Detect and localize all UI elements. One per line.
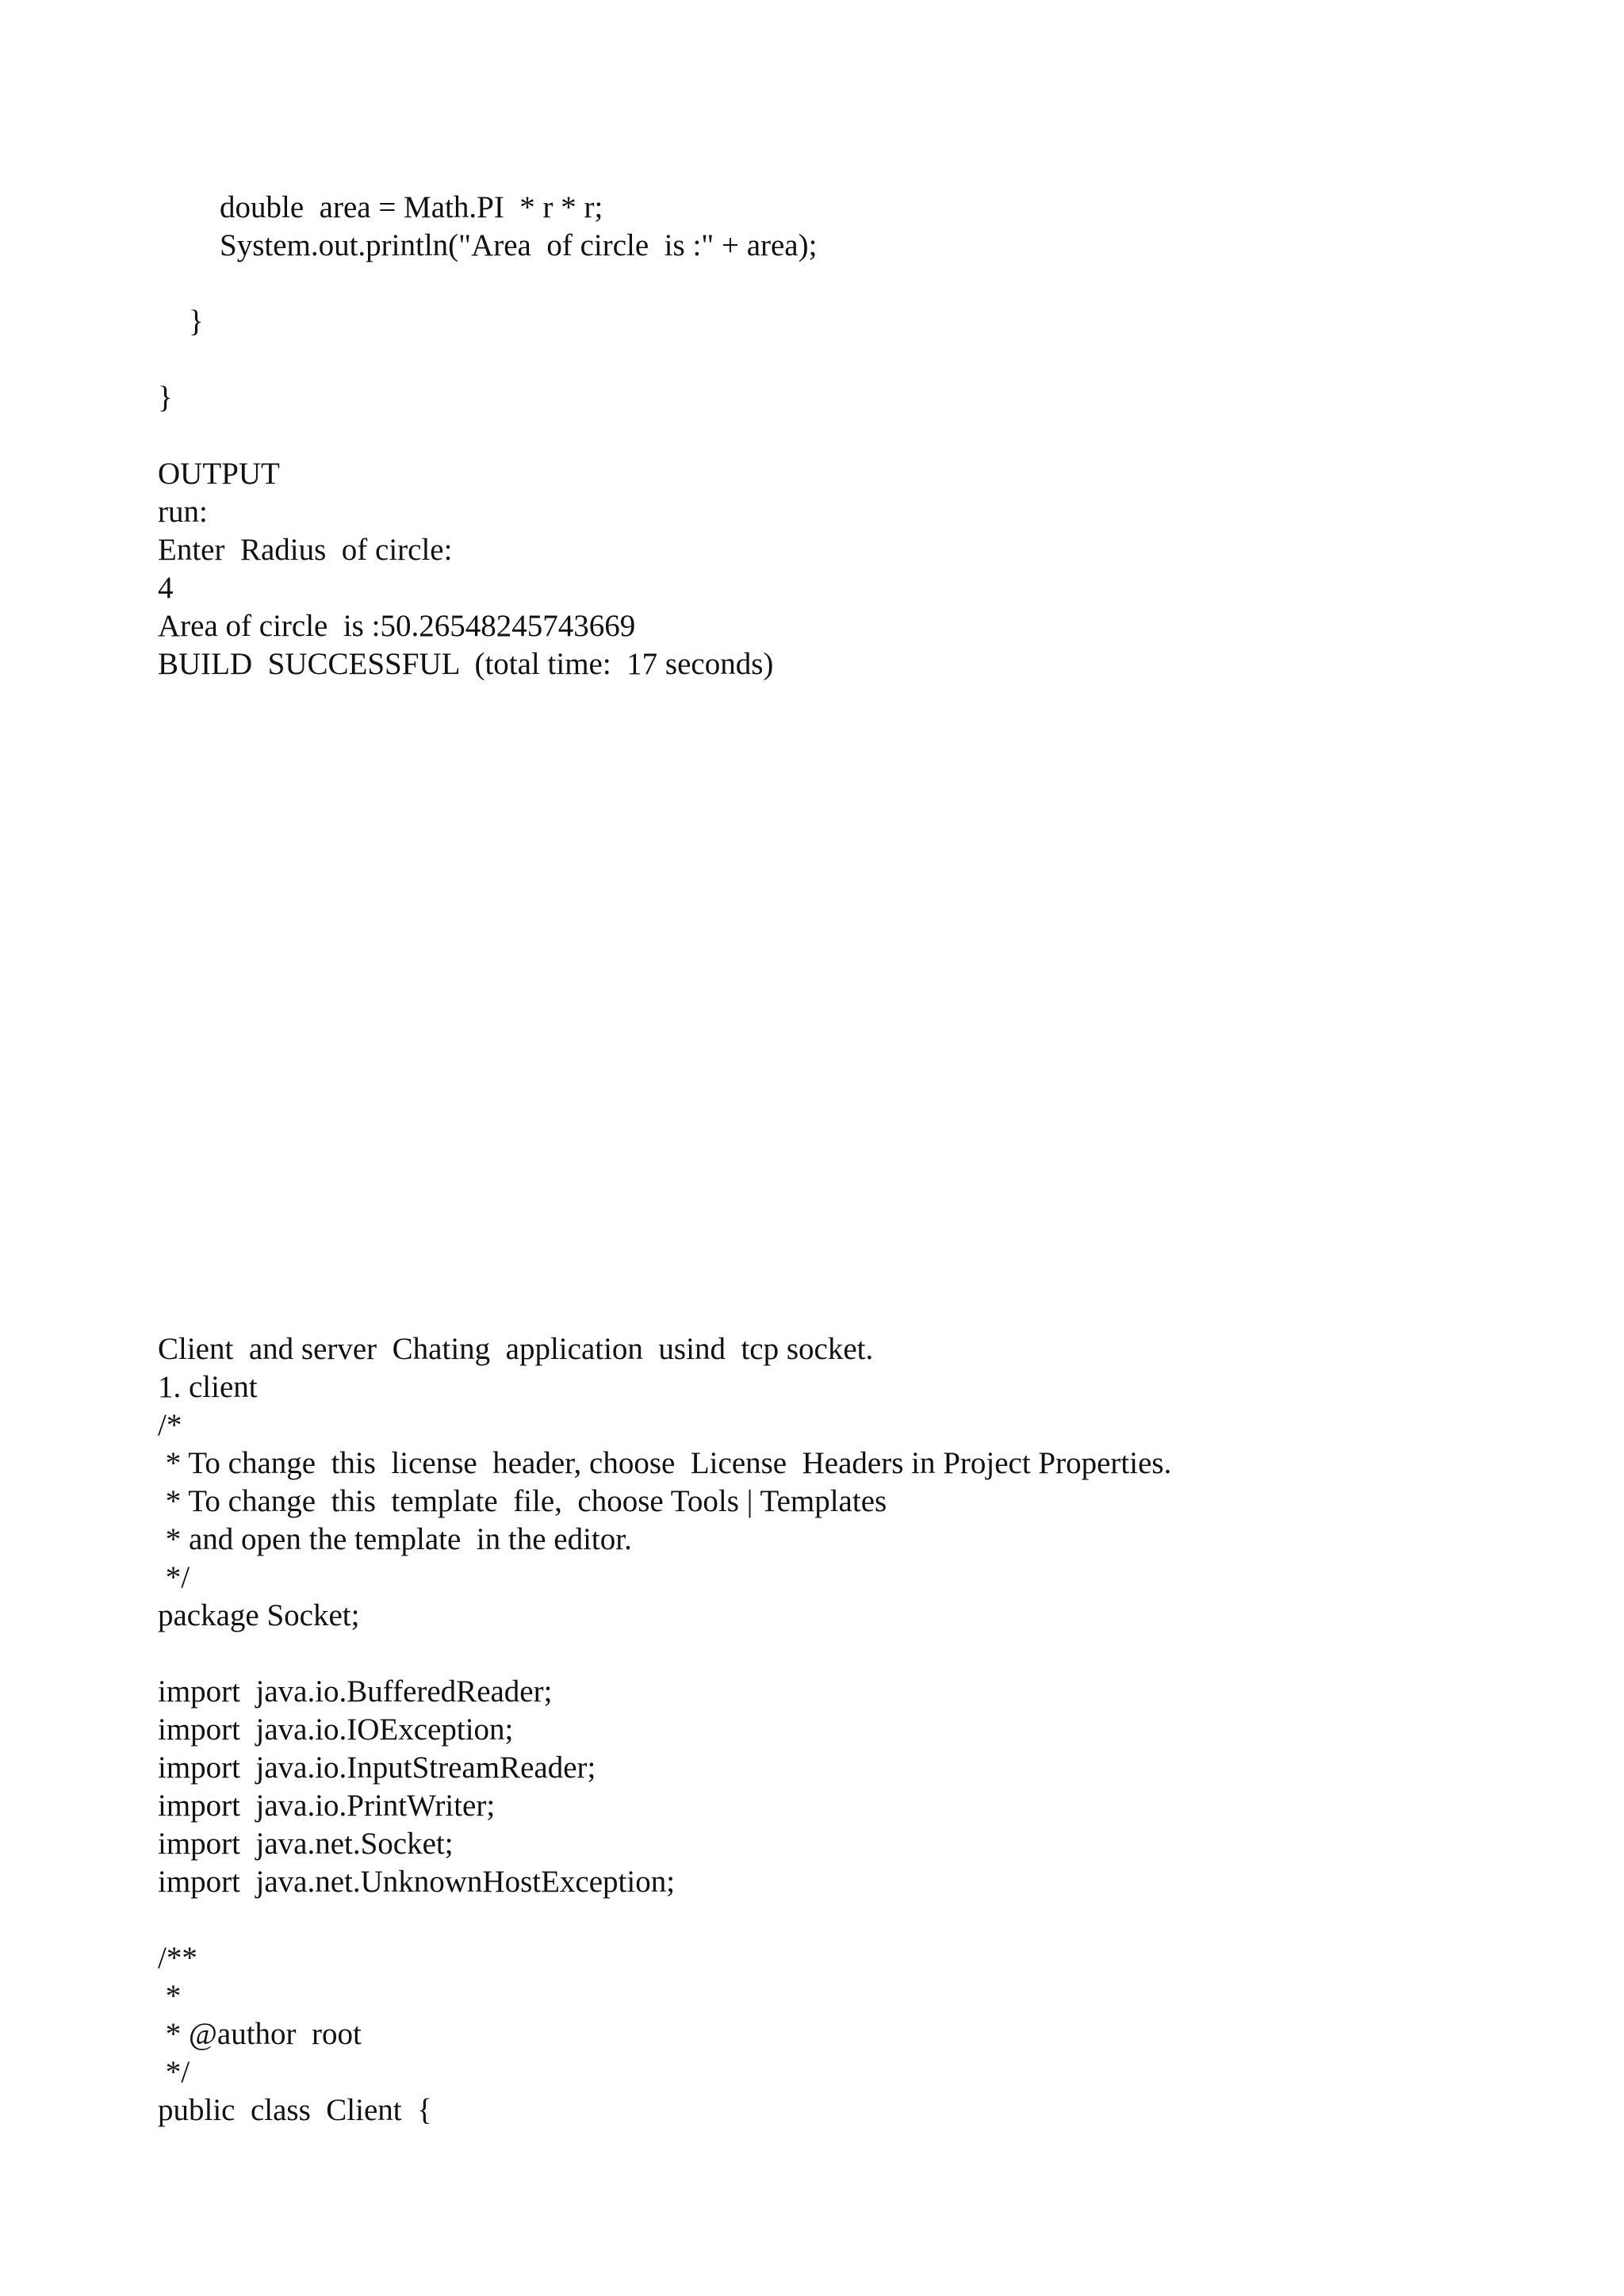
code-line: package Socket; xyxy=(158,1598,360,1632)
section-subtitle: 1. client xyxy=(158,1370,258,1404)
code-line: } xyxy=(158,304,204,339)
code-line: */ xyxy=(158,1560,190,1594)
code-line: System.out.println("Area of circle is :" + area); xyxy=(158,228,818,262)
code-line: * @author root xyxy=(158,2017,362,2051)
code-line: /* xyxy=(158,1408,182,1442)
code-line: } xyxy=(158,381,173,415)
section-title: Client and server Chating application usind tcp socket. xyxy=(158,1332,874,1366)
output-line: Area of circle is :50.26548245743669 xyxy=(158,609,636,643)
code-line: * and open the template in the editor. xyxy=(158,1522,632,1556)
code-and-output-block xyxy=(158,189,817,683)
code-line: import java.net.UnknownHostException; xyxy=(158,1865,676,1899)
output-line: Enter Radius of circle: xyxy=(158,533,453,567)
client-code-block xyxy=(158,1330,1171,2130)
code-line: import java.io.BufferedReader; xyxy=(158,1674,553,1709)
code-line: import java.io.IOException; xyxy=(158,1712,514,1747)
code-line: public class Client { xyxy=(158,2093,432,2127)
output-line: 4 xyxy=(158,571,174,605)
output-line: BUILD SUCCESSFUL (total time: 17 seconds) xyxy=(158,647,774,681)
code-line: */ xyxy=(158,2055,190,2089)
code-line: import java.io.PrintWriter; xyxy=(158,1789,496,1823)
blank-line xyxy=(158,1901,1171,1939)
output-line: run: xyxy=(158,495,208,529)
blank-line xyxy=(158,417,817,455)
code-line: /** xyxy=(158,1941,197,1975)
output-heading: OUTPUT xyxy=(158,457,280,491)
code-line: * xyxy=(158,1979,182,2013)
code-line: double area = Math.PI * r * r; xyxy=(158,190,603,224)
blank-line xyxy=(158,1635,1171,1673)
code-line: import java.io.InputStreamReader; xyxy=(158,1751,596,1785)
blank-line xyxy=(158,341,817,379)
code-line: * To change this license header, choose License Headers in Project Properties. xyxy=(158,1446,1172,1480)
blank-line xyxy=(158,265,817,303)
code-line: * To change this template file, choose Tools | Templates xyxy=(158,1484,887,1518)
code-line: import java.net.Socket; xyxy=(158,1827,454,1861)
